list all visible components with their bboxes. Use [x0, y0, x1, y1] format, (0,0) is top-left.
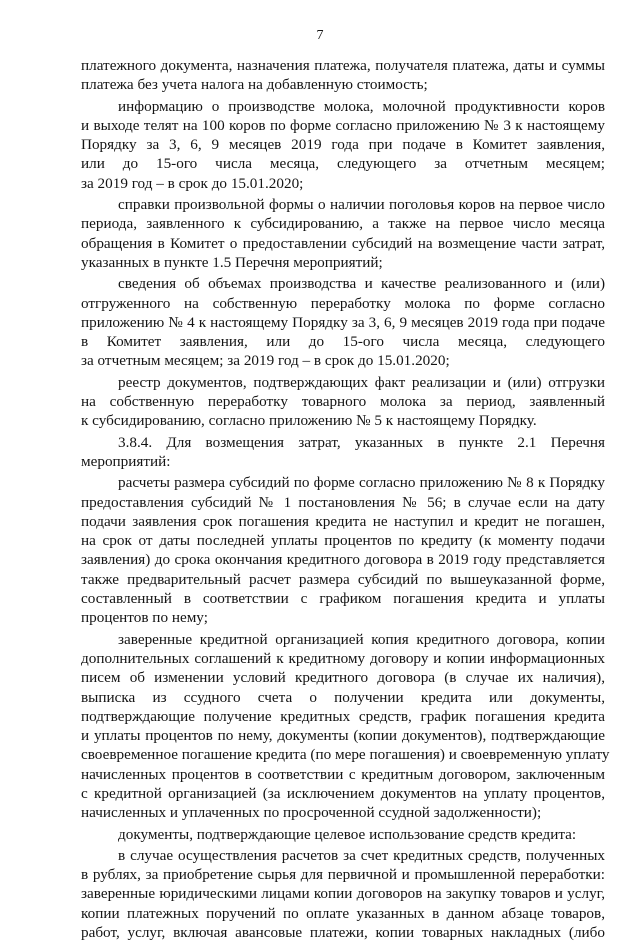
text-line: начисленных процентов в соответствии с кредитным договором, заключенным — [81, 765, 605, 783]
text-line: периода, заявленного к субсидированию, а также на первое число месяца — [81, 215, 605, 233]
text-line: заявления) до срока окончания кредитного договора в 2019 году представляется — [81, 551, 605, 569]
text-line: работ, услуг, включая авансовые платежи, копии товарных накладных (либо — [81, 924, 605, 942]
text-line: за 2019 год – в срок до 15.01.2020; — [81, 174, 304, 192]
text-line: платежа без учета налога на добавленную стоимость; — [81, 76, 428, 94]
paragraph — [81, 195, 605, 272]
text-line: в Комитет заявления, или до 15-ого числа месяца, следующего — [81, 333, 605, 351]
text-line: также предварительный расчет размера субсидий по вышеуказанной форме, — [81, 570, 605, 588]
text-line: на срок от даты последней уплаты процентов по кредиту (к моменту подачи — [81, 532, 605, 550]
text-line: сведения об объемах производства и качестве реализованного и (или) — [118, 275, 605, 293]
text-line: за отчетным месяцем; за 2019 год – в срок до 15.01.2020; — [81, 352, 450, 370]
paragraph — [81, 97, 605, 193]
text-line: с кредитной организацией (за исключением документов на уплату процентов, — [81, 784, 605, 802]
text-line: начисленных и уплаченных по просроченной ссудной задолженности); — [81, 804, 542, 822]
text-line: реестр документов, подтверждающих факт реализации и (или) отгрузки — [118, 373, 605, 391]
text-line: приложению № 4 к настоящему Порядку за 3, 6, 9 месяцев 2019 года при подаче — [81, 313, 605, 331]
text-line: писем об изменении условий кредитного договора (в случае их наличия), — [81, 669, 605, 687]
text-line: платежного документа, назначения платежа, получателя платежа, даты и суммы — [81, 57, 605, 74]
paragraph — [81, 630, 610, 823]
paragraph — [81, 473, 605, 627]
text-line: заверенные юридическими лицами копии договоров на закупку товаров и услуг, — [81, 885, 605, 903]
text-line: предоставления субсидий № 1 постановления № 56; в случае если на дату — [81, 493, 605, 511]
document-body — [81, 56, 610, 942]
text-line: процентов по нему; — [81, 609, 208, 627]
text-line: в случае осуществления расчетов за счет кредитных средств, полученных — [118, 846, 605, 864]
text-line: подтверждающие получение кредитных средств, график погашения кредита — [81, 707, 605, 725]
paragraph — [81, 56, 605, 95]
paragraph — [81, 433, 605, 472]
text-line: дополнительных соглашений к кредитному договору и копии информационных — [81, 649, 605, 667]
paragraph — [81, 846, 605, 942]
text-line: к субсидированию, согласно приложению № 5 к настоящему Порядку. — [81, 412, 537, 430]
text-line: копии платежных поручений по оплате указанных в данном абзаце товаров, — [81, 904, 605, 922]
text-line: мероприятий: — [81, 452, 171, 470]
text-line: и выходе телят на 100 коров по форме согласно приложению № 3 к настоящему — [81, 116, 605, 134]
paragraph — [81, 373, 605, 431]
text-line: отгруженного на собственную переработку молока по форме согласно — [81, 294, 605, 312]
text-line: Порядку за 3, 6, 9 месяцев 2019 года при подаче в Комитет заявления, — [81, 136, 605, 154]
page-number: 7 — [316, 28, 324, 43]
paragraph — [81, 825, 605, 844]
paragraph — [81, 274, 605, 370]
text-line: документы, подтверждающие целевое использование средств кредита: — [118, 825, 577, 843]
text-line: подачи заявления срок погашения кредита не наступил и кредит не погашен, — [81, 512, 605, 530]
text-line: расчеты размера субсидий по форме согласно приложению № 8 к Порядку — [118, 474, 605, 492]
text-line: выписка из ссудного счета о получении кредита или документы, — [81, 688, 605, 706]
text-line: на собственную переработку товарного молока за период, заявленный — [81, 393, 605, 411]
text-line: или до 15-ого числа месяца, следующего за отчетным месяцем; — [81, 155, 605, 173]
text-line: своевременное погашение кредита (по мере погашения) и своевременную уплату — [81, 746, 610, 764]
text-line: в рублях, за приобретение сырья для первичной и промышленной переработки: — [81, 866, 605, 884]
text-line: справки произвольной формы о наличии поголовья коров на первое число — [118, 196, 605, 214]
text-line: указанных в пункте 1.5 Перечня мероприятий; — [81, 253, 383, 271]
text-line: составленный в соответствии с графиком погашения кредита и уплаты — [81, 590, 605, 608]
text-line: обращения в Комитет о предоставлении субсидий на возмещение части затрат, — [81, 234, 605, 252]
text-line: и уплаты процентов по нему, документы (копии документов), подтверждающие — [81, 727, 605, 745]
text-line: заверенные кредитной организацией копия кредитного договора, копии — [118, 630, 605, 648]
text-line: информацию о производстве молока, молочной продуктивности коров — [118, 97, 605, 115]
text-line: 3.8.4. Для возмещения затрат, указанных в пункте 2.1 Перечня — [118, 433, 605, 451]
